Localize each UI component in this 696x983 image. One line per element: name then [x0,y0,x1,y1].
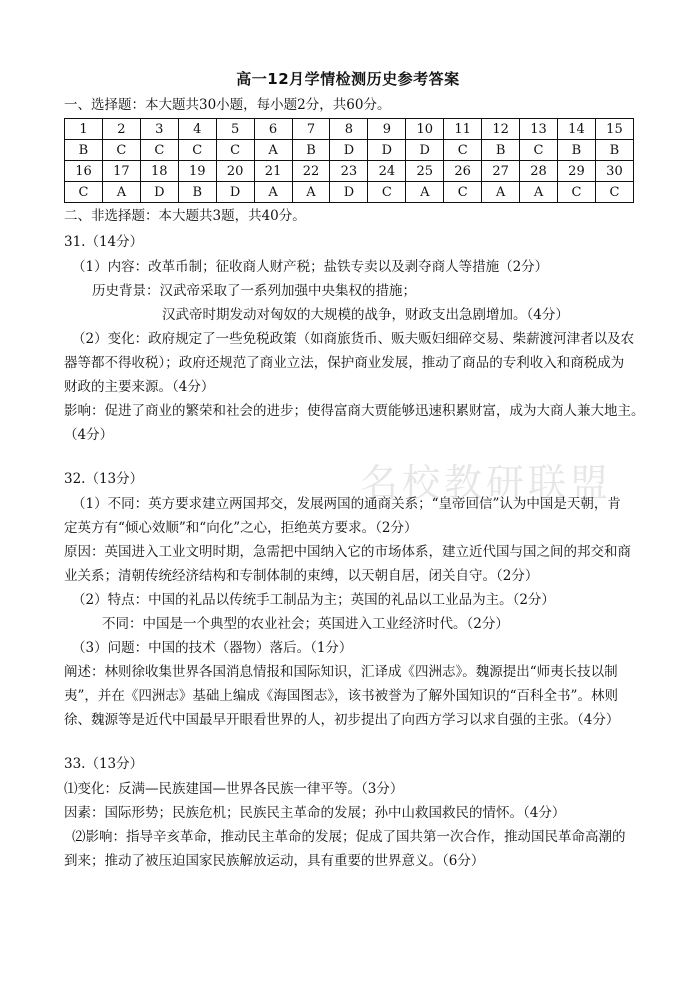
table-cell: C [368,182,406,203]
table-cell: 2 [102,119,140,140]
table-cell: 16 [65,161,103,182]
answer-table [64,118,634,203]
table-cell: 17 [102,161,140,182]
q31-line: （2）变化：政府规定了一些免税政策（如商旅货币、贩夫贩妇细碎交易、柴薪渡河津者以及农 [72,331,635,347]
q32-line: （2）特点：中国的礼品以传统手工制品为主；英国的礼品以工业品为主。（2分） [72,592,555,608]
q31-line: 汉武帝时期发动对匈奴的大规模的战争，财政支出急剧增加。（4分） [162,307,569,323]
q32-line: 阐述：林则徐收集世界各国消息情报和国际知识，汇译成《四洲志》。魏源提出“师夷长技以制 [64,664,618,680]
table-cell: 26 [444,161,482,182]
table-cell: A [254,182,292,203]
q31-line: 历史背景：汉武帝采取了一系列加强中央集权的措施； [92,283,416,299]
q33-line: ⑵影响：指导辛亥革命，推动民主革命的发展；促成了国共第一次合作，推动国民革命高潮的 [72,829,626,845]
table-cell: C [65,182,103,203]
section-heading-choice: 一、选择题：本大题共30小题，每小题2分，共60分。 [64,97,391,113]
q32-line: （3）问题：中国的技术（器物）落后。（1分） [72,640,353,656]
table-cell: 11 [444,119,482,140]
table-cell: D [330,182,368,203]
table-cell: 10 [406,119,444,140]
table-cell: A [292,182,330,203]
table-cell: B [65,140,103,161]
q32-line: 原因：英国进入工业文明时期，急需把中国纳入它的市场体系，建立近代国与国之间的邦交和商 [64,544,631,560]
table-cell: 29 [557,161,595,182]
table-row-numbers-2 [65,161,634,182]
table-cell: 4 [178,119,216,140]
table-row-answers-1 [65,140,634,161]
q33-heading: 33.（13分） [64,756,144,772]
table-cell: C [140,140,178,161]
table-cell: A [102,182,140,203]
table-cell: C [444,140,482,161]
table-cell: C [216,140,254,161]
table-cell: B [595,140,633,161]
table-cell: 1 [65,119,103,140]
table-cell: 24 [368,161,406,182]
table-cell: C [444,182,482,203]
q31-line: 器等都不得收税）；政府还规范了商业立法，保护商业发展，推动了商品的专利收入和商税成为 [64,355,625,371]
table-cell: 25 [406,161,444,182]
table-row-answers-2 [65,182,634,203]
q32-heading: 32.（13分） [64,471,144,487]
table-cell: 7 [292,119,330,140]
table-cell: 14 [557,119,595,140]
table-cell: 9 [368,119,406,140]
q31-line: （1）内容：改革币制；征收商人财产税；盐铁专卖以及剥夺商人等措施（2分） [72,259,549,275]
table-cell: A [254,140,292,161]
q33-line: 到来；推动了被压迫国家民族解放运动，具有重要的世界意义。（6分） [64,853,485,869]
table-cell: A [406,182,444,203]
q33-line: 因素：国际形势；民族危机；民族民主革命的发展；孙中山救国救民的情怀。（4分） [64,805,566,821]
table-cell: C [520,140,558,161]
watermark: 名校教研联盟 [360,461,613,505]
table-cell: C [557,182,595,203]
q32-line: 徐、魏源等是近代中国最早开眼看世界的人，初步提出了向西方学习以求自强的主张。（4分） [64,712,620,728]
q32-line: 定英方有“倾心效顺”和“向化”之心，拒绝英方要求。（2分） [64,520,418,536]
table-cell: B [482,140,520,161]
table-cell: 18 [140,161,178,182]
table-cell: 8 [330,119,368,140]
table-cell: D [140,182,178,203]
q31-line: （4分） [64,427,114,443]
table-cell: A [520,182,558,203]
table-cell: 12 [482,119,520,140]
table-cell: 21 [254,161,292,182]
q33-line: ⑴变化：反满—民族建国—世界各民族一律平等。（3分） [64,781,404,797]
q32-line: 业关系；清朝传统经济结构和专制体制的束缚，以天朝自居，闭关自守。（2分） [64,568,539,584]
table-cell: 6 [254,119,292,140]
table-cell: B [178,182,216,203]
table-cell: 30 [595,161,633,182]
table-cell: C [102,140,140,161]
q31-line: 影响：促进了商业的繁荣和社会的进步；使得富商大贾能够迅速积累财富，成为大商人兼大地主。 [64,403,645,419]
table-cell: 23 [330,161,368,182]
page-title: 高一12月学情检测历史参考答案 [236,70,460,88]
q32-line: 夷”，并在《四洲志》基础上编成《海国图志》，该书被誉为了解外国知识的“百科全书”。林则 [64,688,618,704]
q32-line: 不同：中国是一个典型的农业社会；英国进入工业经济时代。（2分） [102,616,509,632]
table-cell: C [595,182,633,203]
table-cell: A [482,182,520,203]
table-cell: 3 [140,119,178,140]
table-cell: D [216,182,254,203]
table-cell: 15 [595,119,633,140]
table-cell: D [368,140,406,161]
q31-line: 财政的主要来源。（4分） [64,379,215,395]
q32-line: （1）不同：英方要求建立两国邦交，发展两国的通商关系；“皇帝回信”认为中国是天朝，肯 [72,496,621,512]
table-cell: 19 [178,161,216,182]
table-cell: 22 [292,161,330,182]
table-cell: 20 [216,161,254,182]
table-cell: 5 [216,119,254,140]
table-cell: 28 [520,161,558,182]
table-cell: B [557,140,595,161]
table-cell: 27 [482,161,520,182]
table-cell: D [406,140,444,161]
table-cell: D [330,140,368,161]
q31-heading: 31.（14分） [64,234,144,250]
table-cell: C [178,140,216,161]
table-cell: B [292,140,330,161]
table-cell: 13 [520,119,558,140]
table-row-numbers-1 [65,119,634,140]
section-heading-nonchoice: 二、非选择题：本大题共3题，共40分。 [64,208,306,224]
